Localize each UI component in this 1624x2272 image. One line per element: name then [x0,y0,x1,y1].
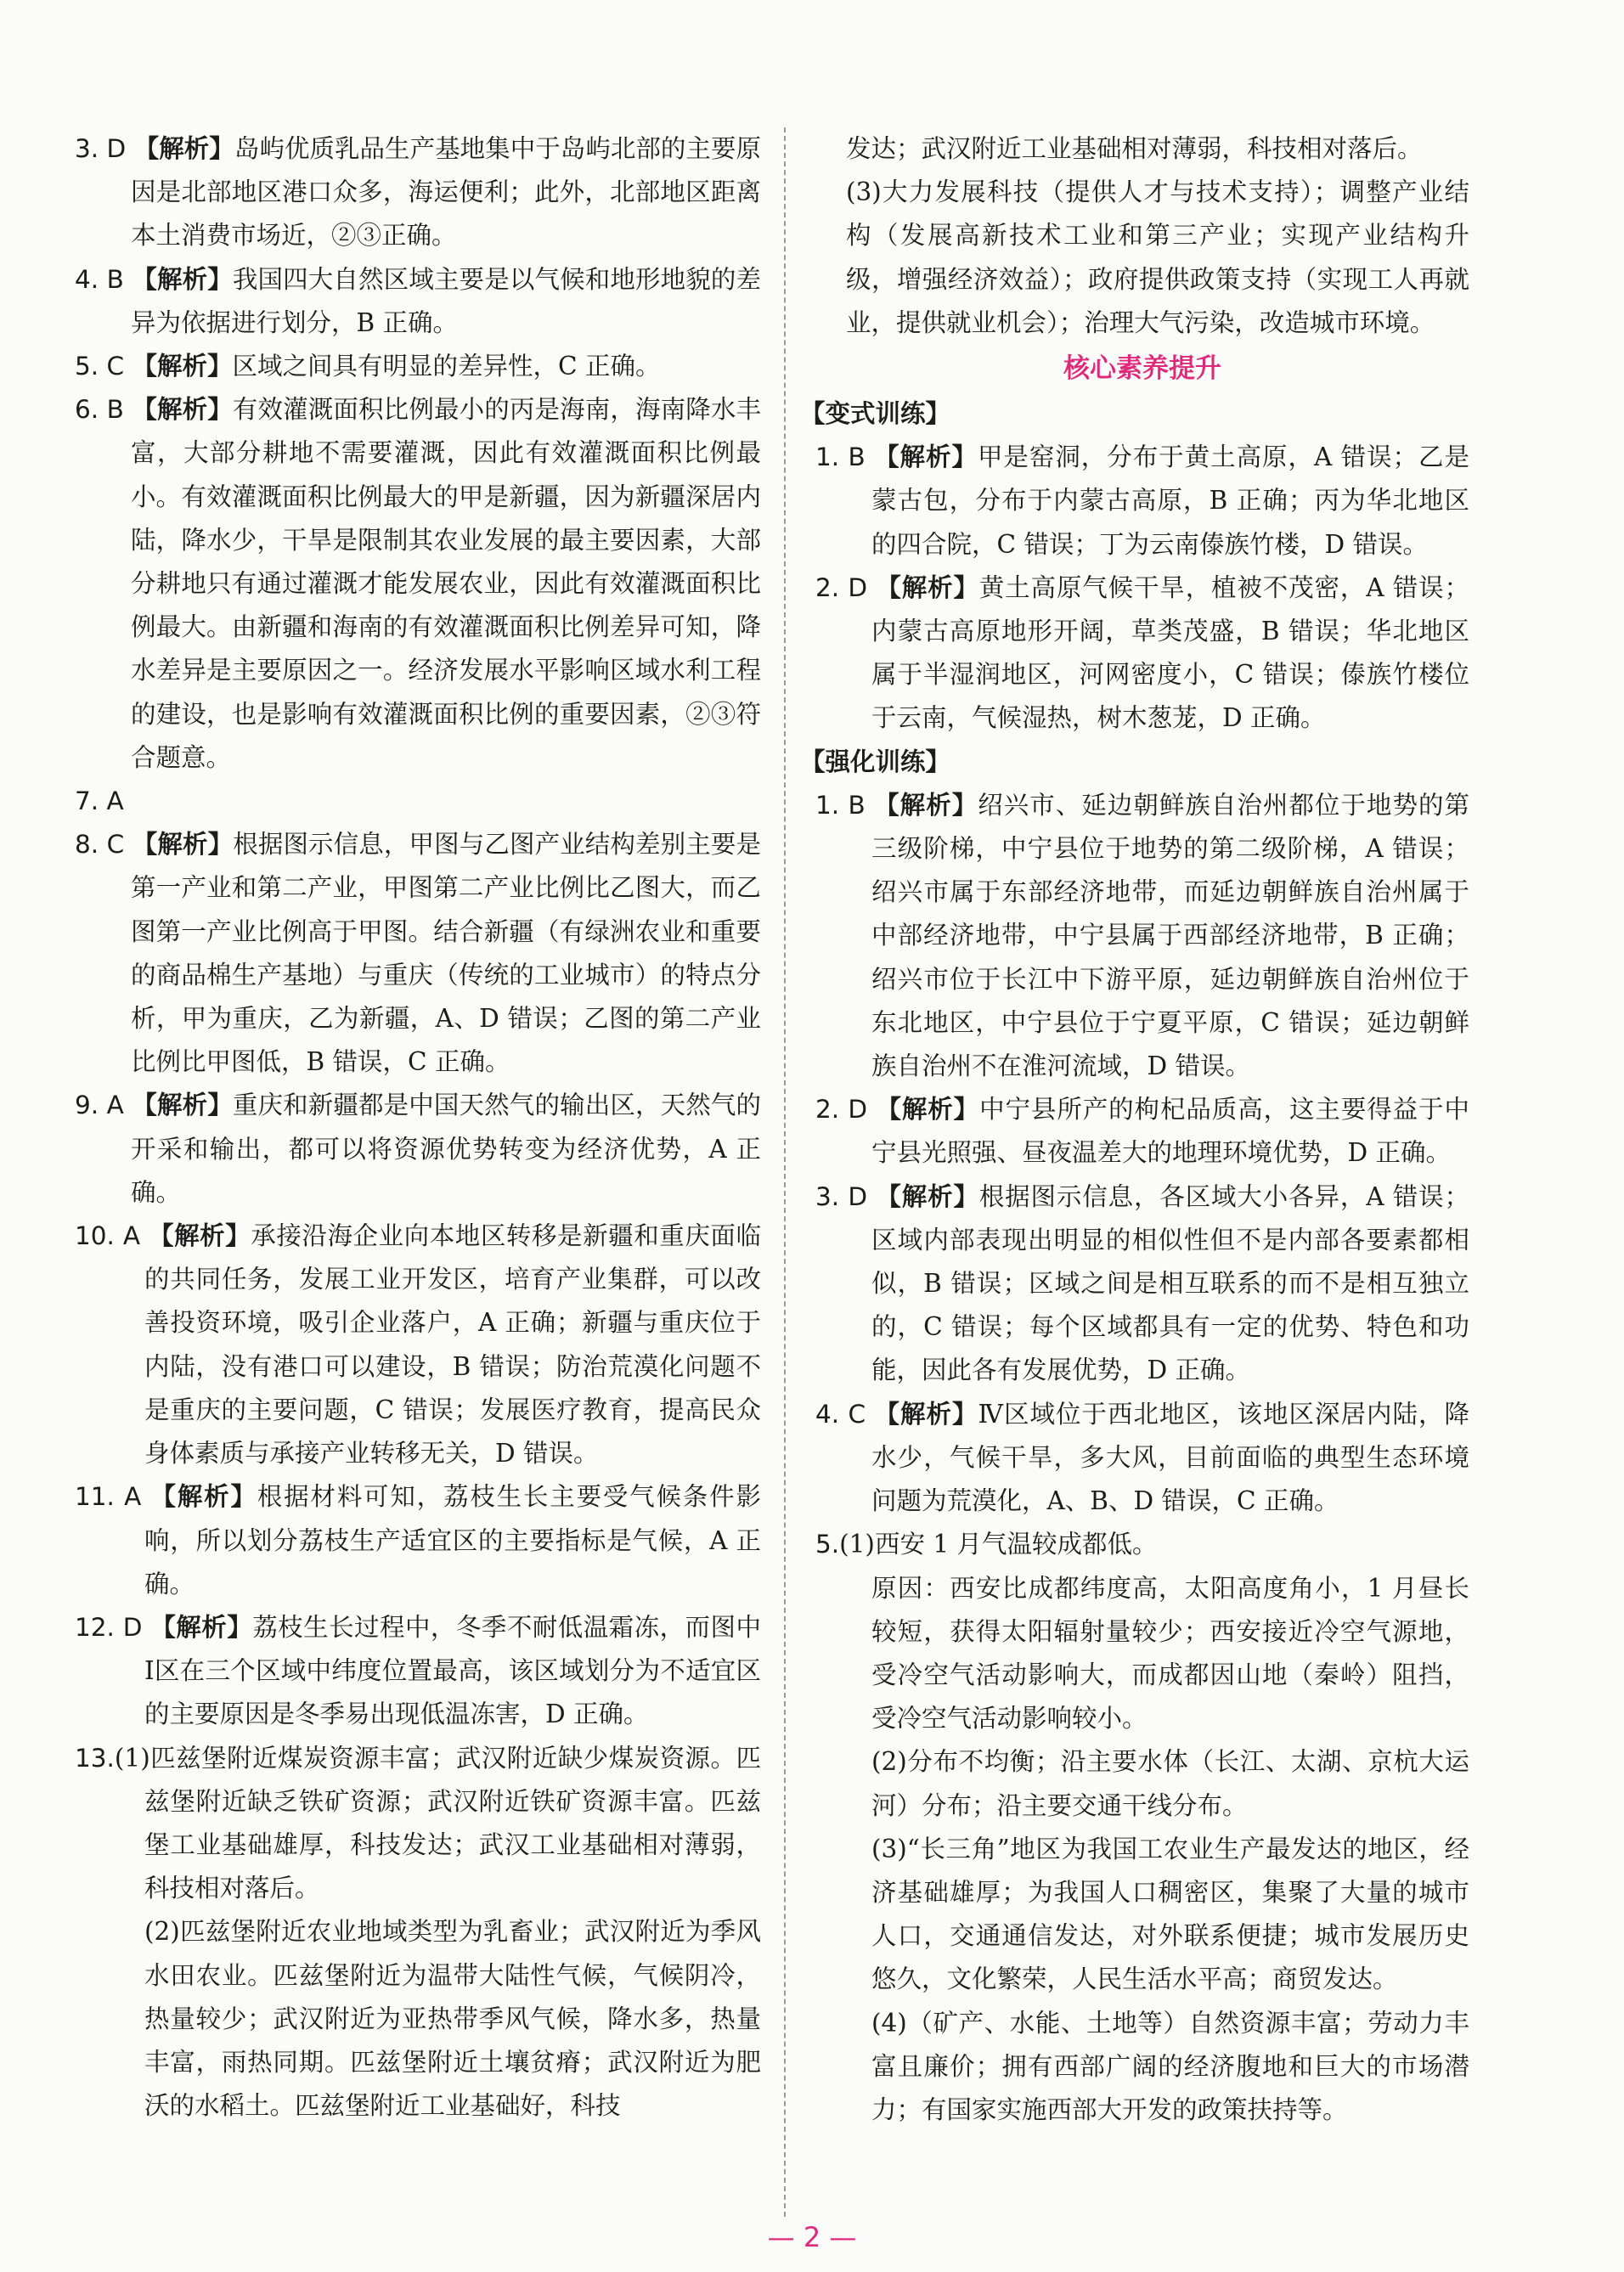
answer-item [75,388,761,780]
answer-number: 8. C [75,830,125,860]
answer-item [75,1215,761,1475]
analysis-tag: 【解析】 [874,443,978,472]
answer-text: 绍兴市、延边朝鲜族自治州都位于地势的第三级阶梯，中宁县位于地势的第二级阶梯，A 错误；绍兴市属于东部经济地带，而延边朝鲜族自治州属于中部经济地带，中宁县属于西部经济地带，B 正确；绍兴市位于长江中下游平原，延边朝鲜族自治州位于东北地区，中宁县位于宁夏平原，C 错误；延边朝鲜族自治州不在淮河流域，D 错误。 [871,790,1469,1081]
answer-text: 根据图示信息，甲图与乙图产业结构差别主要是第一产业和第二产业，甲图第二产业比例比乙图大，而乙图第一产业比例高于甲图。结合新疆（有绿洲农业和重要的商品棉生产基地）与重庆（传统的工业城市）的特点分析，甲为重庆，乙为新疆，A、D 错误；乙图的第二产业比例比甲图低，B 错误，C 正确。 [131,830,761,1077]
analysis-tag: 【解析】 [874,1399,978,1429]
page-number: — 2 — [767,2221,857,2253]
answer-number: 3. D [815,1181,868,1211]
answer-number: 2. D [815,572,868,602]
answer-item [75,127,761,258]
answer-text: (2)匹兹堡附近农业地域类型为乳畜业；武汉附近为季风水田农业。匹兹堡附近为温带大陆性气候，气候阴冷，热量较少；武汉附近为亚热带季风气候，降水多，热量丰富，雨热同期。匹兹堡附近土壤贫瘠；武汉附近为肥沃的水稻土。匹兹堡附近工业基础好，科技 [144,1917,761,2121]
analysis-tag: 【解析】 [876,1095,980,1125]
answer-text: 岛屿优质乳品生产基地集中于岛屿北部的主要原因是北部地区港口众多，海运便利；此外，北部地区距离本土消费市场近，②③正确。 [131,134,761,251]
answer-number: 1. B [815,790,866,820]
analysis-tag: 【解析】 [150,1482,257,1512]
answer-text: (1)西安 1 月气温较成都低。 [839,1530,1158,1559]
subsection-heading: 【强化训练】 [800,747,951,776]
answer-item [815,436,1469,567]
answer-item [75,1606,761,1737]
answer-text: (2)分布不均衡；沿主要水体（长江、太湖、京杭大运河）分布；沿主要交通干线分布。 [871,1747,1469,1820]
answer-text: 承接沿海企业向本地区转移是新疆和重庆面临的共同任务，发展工业开发区，培育产业集群，可以改善投资环境，吸引企业落户，A 正确；新疆与重庆位于内陆，没有港口可以建设，B 错误；防治荒漠化问题不是重庆的主要问题，C 错误；发展医疗教育，提高民众身体素质与承接产业转移无关，D 错误。 [144,1221,761,1469]
analysis-tag: 【解析】 [132,1091,233,1120]
analysis-tag: 【解析】 [133,134,234,163]
answer-number: 9. A [75,1091,124,1120]
analysis-tag: 【解析】 [876,1181,979,1211]
left-column [75,127,761,2128]
right-column [800,127,1469,2132]
answer-number: 1. B [815,443,866,472]
answer-text: 根据图示信息，各区域大小各异，A 错误；区域内部表现出明显的相似性但不是内部各要素都相似，B 错误；区域之间是相互联系的而不是相互独立的，C 错误；每个区域都具有一定的优势、特色和功能，因此各有发展优势，D 正确。 [871,1181,1469,1385]
answer-text: 甲是窑洞，分布于黄土高原，A 错误；乙是蒙古包，分布于内蒙古高原，B 正确；丙为华北地区的四合院，C 错误；丁为云南傣族竹楼，D 错误。 [871,443,1469,559]
answer-text: 根据材料可知，荔枝生长主要受气候条件影响，所以划分荔枝生产适宜区的主要指标是气候，A 正确。 [144,1482,761,1598]
answer-number: 11. A [75,1482,142,1512]
analysis-tag: 【解析】 [132,395,233,425]
answer-item [75,1737,761,2128]
answer-number: 2. D [815,1095,868,1125]
answer-text: 原因：西安比成都纬度高，太阳高度角小，1 月昼长较短，获得太阳辐射量较少；西安接近冷空气源地，受冷空气活动影响大，而成都因山地（秦岭）阻挡，受冷空气活动影响较小。 [871,1573,1469,1734]
answer-item [815,1175,1469,1393]
answer-text: 我国四大自然区域主要是以气候和地形地貌的差异为依据进行划分，B 正确。 [131,264,761,337]
answer-number: 5. [815,1530,840,1559]
answer-item [75,1475,761,1606]
answer-text: (1)匹兹堡附近煤炭资源丰富；武汉附近缺少煤炭资源。匹兹堡附近缺乏铁矿资源；武汉附近铁矿资源丰富。匹兹堡工业基础雄厚，科技发达；武汉工业基础相对薄弱，科技相对落后。 [114,1743,761,1903]
answer-number: 13. [75,1743,115,1773]
continued-text: 发达；武汉附近工业基础相对薄弱，科技相对落后。 [846,134,1423,163]
answer-number: 10. A [75,1221,141,1251]
analysis-tag: 【解析】 [874,790,978,820]
answer-number: 4. C [815,1399,866,1429]
continued-text: (3)大力发展科技（提供人才与技术支持）；调整产业结构（发展高新技术工业和第三产业；实现产业结构升级，增强经济效益）；政府提供政策支持（实现工人再就业，提供就业机会）；治理大气污染，改造城市环境。 [846,178,1469,337]
answer-item [815,1523,1469,2132]
section-title: 核心素养提升 [1063,353,1221,385]
answer-item [75,258,761,345]
answer-item [815,567,1469,741]
answer-item [815,1088,1469,1175]
answer-text: (4)（矿产、水能、土地等）自然资源丰富；劳动力丰富且廉价；拥有西部广阔的经济腹地和巨大的市场潜力；有国家实施西部大开发的政策扶持等。 [871,2008,1469,2124]
answer-item [815,784,1469,1088]
answer-number: 4. B [75,264,124,294]
subsection-heading: 【变式训练】 [800,399,951,429]
answer-number: 6. B [75,395,124,425]
answer-number: 7. A [75,786,124,816]
analysis-tag: 【解析】 [132,264,233,294]
answer-item [75,1084,761,1215]
analysis-tag: 【解析】 [132,830,234,860]
answer-text: (3)“长三角”地区为我国工农业生产最发达的地区，经济基础雄厚；为我国人口稠密区，集聚了大量的城市人口，交通通信发达，对外联系便捷；城市发展历史悠久，文化繁荣，人民生活水平高；商贸发达。 [871,1834,1469,1994]
analysis-tag: 【解析】 [150,1612,253,1642]
answer-number: 3. D [75,134,127,163]
answer-item [75,823,761,1084]
answer-text: 有效灌溉面积比例最小的丙是海南，海南降水丰富，大部分耕地不需要灌溉，因此有效灌溉面积比例最小。有效灌溉面积比例最大的甲是新疆，因为新疆深居内陆，降水少，干旱是限制其农业发展的最主要因素，大部分耕地只有通过灌溉才能发展农业，因此有效灌溉面积比例最大。由新疆和海南的有效灌溉面积比例差异可知，降水差异是主要原因之一。经济发展水平影响区域水利工程的建设，也是影响有效灌溉面积比例的重要因素，②③符合题意。 [131,395,761,772]
answer-text: Ⅳ区域位于西北地区，该地区深居内陆，降水少，气候干旱，多大风，目前面临的典型生态环境问题为荒漠化，A、B、D 错误，C 正确。 [871,1399,1469,1516]
answer-text: 中宁县所产的枸杞品质高，这主要得益于中宁县光照强、昼夜温差大的地理环境优势，D 正确。 [871,1095,1469,1168]
answer-item [75,780,761,823]
analysis-tag: 【解析】 [132,352,233,381]
answer-text: 区域之间具有明显的差异性，C 正确。 [232,352,661,381]
analysis-tag: 【解析】 [876,572,979,602]
answer-text: 重庆和新疆都是中国天然气的输出区，天然气的开采和输出，都可以将资源优势转变为经济优势，A 正确。 [131,1091,761,1207]
column-divider [784,127,786,2217]
answer-number: 12. D [75,1612,143,1642]
answer-text: 黄土高原气候干旱，植被不茂密，A 错误；内蒙古高原地形开阔，草类茂盛，B 错误；华北地区属于半湿润地区，河网密度小，C 错误；傣族竹楼位于云南，气候湿热，树木葱茏，D 正确。 [871,572,1469,733]
answer-item [75,345,761,388]
answer-number: 5. C [75,352,125,381]
answer-item [815,1393,1469,1524]
answer-text: 荔枝生长过程中，冬季不耐低温霜冻，而图中Ⅰ区在三个区域中纬度位置最高，该区域划分为不适宜区的主要原因是冬季易出现低温冻害，D 正确。 [144,1612,761,1729]
analysis-tag: 【解析】 [149,1221,251,1251]
